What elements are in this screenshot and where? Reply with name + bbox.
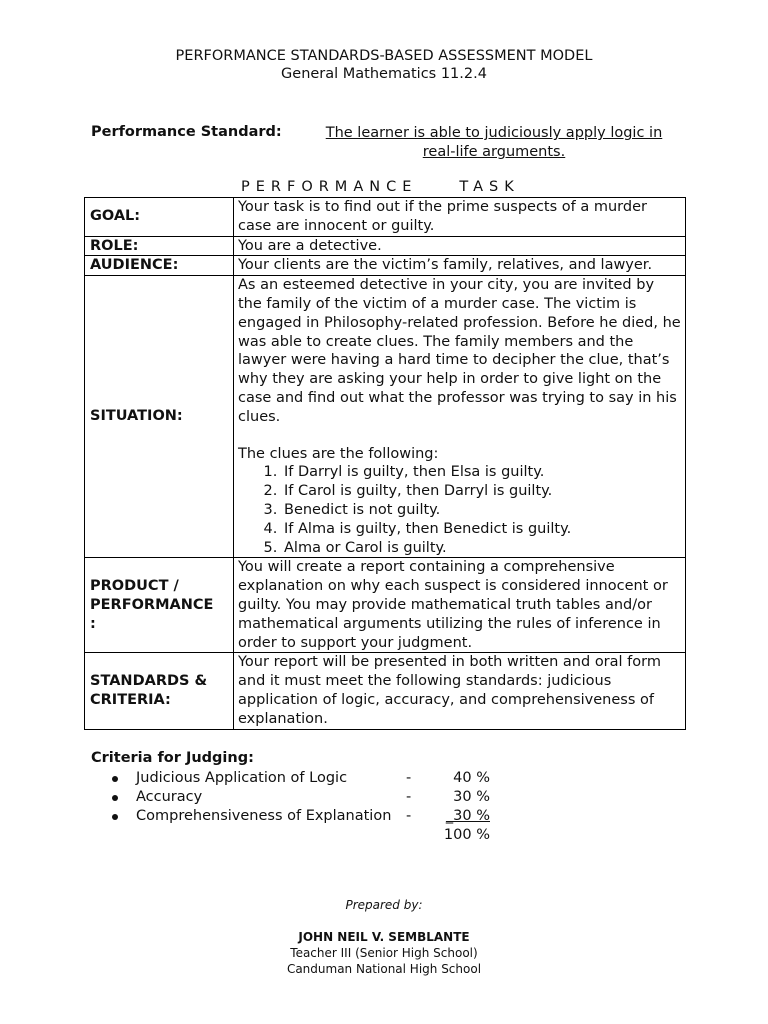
product-label-line: PERFORMANCE — [90, 596, 214, 613]
preparer-school: Canduman National High School — [286, 962, 482, 976]
criteria-percent: _30 % — [445, 808, 490, 824]
product-row — [85, 558, 686, 653]
product-label — [85, 558, 234, 653]
standards-label — [85, 653, 234, 729]
audience-text: Your clients are the victim’s family, relatives, and lawyer. — [234, 256, 686, 276]
standards-label-line: STANDARDS & — [90, 673, 208, 690]
bullet-icon — [112, 776, 118, 782]
clues-list — [238, 463, 681, 557]
document-title: PERFORMANCE STANDARDS-BASED ASSESSMENT MODEL — [175, 48, 593, 64]
criteria-dash: - — [406, 808, 412, 824]
situation-text: As an esteemed detective in your city, you are invited by the family of the victim of a murder case. The victim is engaged in Philosophy-related profession. Before he died, he was able to create clues. The family members and the lawyer were having a hard time to decipher the clue, that’s why they are asking your help in order to give light on the case and find out what the professor was trying to say in his clues. — [238, 277, 681, 425]
performance-task-table — [84, 197, 686, 730]
document-subtitle: General Mathematics 11.2.4 — [281, 66, 487, 82]
performance-task-heading — [241, 179, 520, 195]
role-row — [85, 236, 686, 256]
performance-standard-text: The learner is able to judiciously apply logic in real-life arguments. — [325, 125, 663, 160]
list-item: 3. Benedict is not guilty. — [282, 501, 681, 520]
product-text: You will create a report containing a comprehensive explanation on why each suspect is considered innocent or guilty. You may provide mathematical truth tables and/or mathematical arguments utilizing the rules of inference in order to support your judgment. — [234, 558, 686, 653]
standards-row — [85, 653, 686, 729]
goal-label: GOAL: — [85, 198, 234, 237]
product-label-line: : — [90, 615, 96, 632]
role-label: ROLE: — [85, 236, 234, 256]
heading-word-performance: PERFORMANCE — [241, 179, 418, 195]
situation-cell — [234, 276, 686, 558]
criteria-name: Accuracy — [136, 789, 203, 805]
bullet-icon — [112, 814, 118, 820]
performance-standard-label: Performance Standard: — [91, 124, 282, 140]
preparer-position: Teacher III (Senior High School) — [290, 946, 478, 960]
criteria-name: Judicious Application of Logic — [136, 770, 348, 786]
criteria-total: 100 % — [443, 827, 490, 843]
standards-text: Your report will be presented in both written and oral form and it must meet the following standards: judicious application of logic, accuracy, and comprehensiveness of explanation. — [234, 653, 686, 729]
audience-row — [85, 256, 686, 276]
list-item: 4. If Alma is guilty, then Benedict is guilty. — [282, 520, 681, 539]
criteria-percent: 30 % — [453, 789, 490, 805]
criteria-heading: Criteria for Judging: — [91, 750, 254, 766]
list-item: 1. If Darryl is guilty, then Elsa is guilty. — [282, 463, 681, 482]
bullet-icon — [112, 795, 118, 801]
criteria-dash: - — [406, 789, 412, 805]
goal-row — [85, 198, 686, 237]
clues-intro: The clues are the following: — [238, 445, 439, 462]
situation-label: SITUATION: — [85, 276, 234, 558]
audience-label: AUDIENCE: — [85, 256, 234, 276]
heading-word-task: TASK — [459, 179, 520, 195]
situation-row — [85, 276, 686, 558]
prepared-by-label: Prepared by: — [345, 898, 423, 912]
role-text: You are a detective. — [234, 236, 686, 256]
standards-label-line: CRITERIA: — [90, 691, 171, 708]
preparer-name: JOHN NEIL V. SEMBLANTE — [298, 930, 470, 944]
criteria-name: Comprehensiveness of Explanation — [136, 808, 392, 824]
criteria-dash: - — [406, 770, 412, 786]
criteria-percent: 40 % — [453, 770, 490, 786]
list-item: 5. Alma or Carol is guilty. — [282, 539, 681, 558]
goal-text: Your task is to find out if the prime suspects of a murder case are innocent or guilty. — [234, 198, 686, 237]
list-item: 2. If Carol is guilty, then Darryl is guilty. — [282, 482, 681, 501]
product-label-line: PRODUCT / — [90, 578, 179, 595]
